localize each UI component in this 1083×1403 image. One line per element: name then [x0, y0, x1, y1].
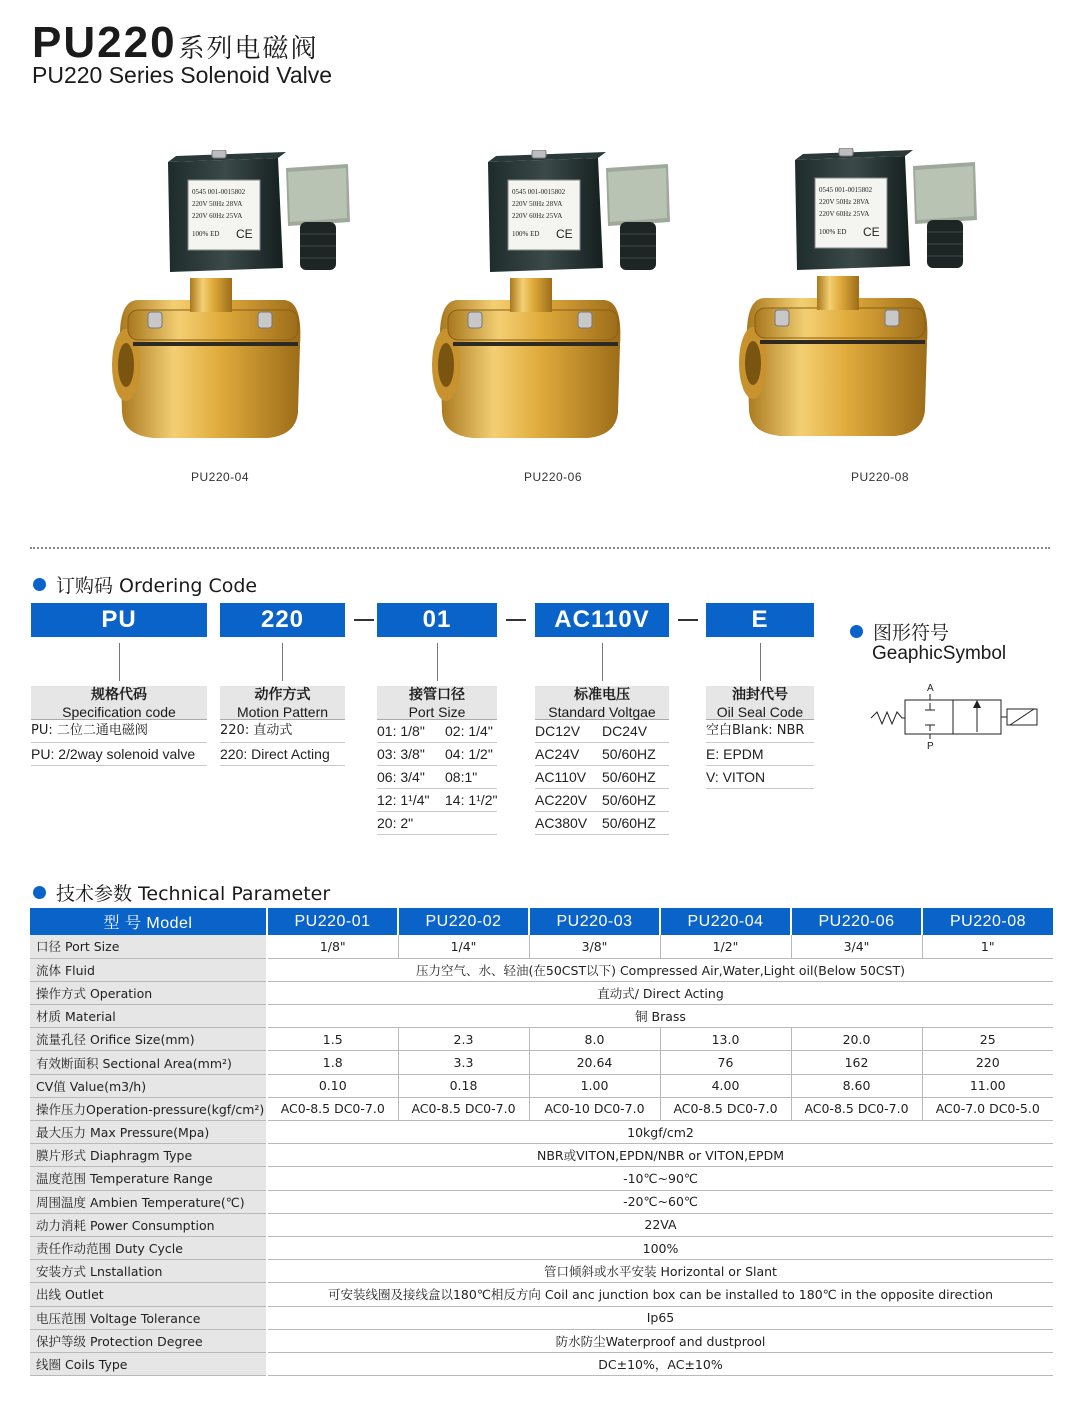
header-cn: 接管口径: [409, 687, 465, 703]
svg-text:0545 001-0015802: 0545 001-0015802: [819, 186, 873, 194]
header-en: Specification code: [62, 704, 176, 720]
table-row: [30, 1283, 1053, 1306]
row-label: 有效断面积 Sectional Area(mm²): [30, 1051, 267, 1074]
table-cell: 2.3: [398, 1028, 529, 1051]
row-label: 温度范围 Temperature Range: [30, 1167, 267, 1190]
table-cell: AC0-10 DC0-7.0: [529, 1097, 660, 1120]
column-header-model: 型 号 Model: [30, 908, 267, 935]
ordering-option: AC24V 50/60HZ: [535, 743, 669, 766]
table-cell: AC0-8.5 DC0-7.0: [660, 1097, 791, 1120]
table-cell-span: 可安装线圈及接线盒以180℃相反方向 Coil anc junction box can be installed to 180℃ in the opposite direction: [267, 1283, 1053, 1306]
row-label: 安装方式 Lnstallation: [30, 1260, 267, 1283]
row-label: 操作压力Operation-pressure(kgf/cm²): [30, 1097, 267, 1120]
table-cell-span: -20℃~60℃: [267, 1190, 1053, 1213]
technical-parameter-title: 技术参数 Technical Parameter: [33, 879, 330, 906]
graphic-symbol-title: 图形符号: [850, 618, 949, 645]
code-connector: [119, 643, 120, 681]
row-label: 保护等级 Protection Degree: [30, 1329, 267, 1352]
table-cell: AC0-8.5 DC0-7.0: [398, 1097, 529, 1120]
svg-text:220V 60Hz 25VA: 220V 60Hz 25VA: [819, 210, 870, 218]
table-row: [30, 1097, 1053, 1120]
table-cell-span: 直动式/ Direct Acting: [267, 981, 1053, 1004]
table-row: [30, 1074, 1053, 1097]
header-cn: 动作方式: [254, 687, 311, 703]
header-cn: 油封代号: [732, 687, 788, 703]
ordering-option: 12: 1¹/4" 14: 1¹/2": [377, 789, 497, 812]
table-cell: 1.8: [267, 1051, 398, 1074]
table-cell: 20.0: [791, 1028, 922, 1051]
svg-text:220V 60Hz 25VA: 220V 60Hz 25VA: [192, 212, 243, 220]
ordering-option: 03: 3/8" 04: 1/2": [377, 743, 497, 766]
header-en: Standard Voltgae: [548, 704, 656, 720]
ordering-option: 01: 1/8" 02: 1/4": [377, 720, 497, 743]
column-header-variant: PU220-06: [791, 908, 922, 935]
table-cell: 13.0: [660, 1028, 791, 1051]
table-row: [30, 1260, 1053, 1283]
code-box-seal: E: [706, 603, 814, 637]
table-cell-span: 铜 Brass: [267, 1005, 1053, 1028]
port-p-label: P: [927, 741, 934, 752]
table-row: [30, 1005, 1053, 1028]
table-cell-span: -10℃~90℃: [267, 1167, 1053, 1190]
product-image: [108, 150, 363, 450]
table-cell: 162: [791, 1051, 922, 1074]
table-cell: 25: [922, 1028, 1053, 1051]
svg-text:0545 001-0015802: 0545 001-0015802: [192, 188, 246, 196]
ordering-column: [377, 686, 497, 835]
table-cell: 3/4": [791, 935, 922, 958]
column-header-variant: PU220-08: [922, 908, 1053, 935]
brass-solenoid-valve-icon: [428, 150, 683, 450]
svg-text:0545 001-0015802: 0545 001-0015802: [512, 188, 566, 196]
ordering-column-header: [706, 686, 814, 720]
header-cn: 标准电压: [574, 687, 630, 703]
svg-text:CE: CE: [863, 225, 880, 239]
table-cell-span: 100%: [267, 1236, 1053, 1259]
ordering-option: DC12V DC24V: [535, 720, 669, 743]
table-cell: 0.10: [267, 1074, 398, 1097]
title-model: PU220: [32, 18, 177, 67]
code-box-spec: PU: [31, 603, 207, 637]
table-row: [30, 1028, 1053, 1051]
table-row: [30, 1190, 1053, 1213]
table-cell: 8.60: [791, 1074, 922, 1097]
svg-text:220V 60Hz 25VA: 220V 60Hz 25VA: [512, 212, 563, 220]
ordering-option: AC380V 50/60HZ: [535, 812, 669, 835]
table-cell: AC0-8.5 DC0-7.0: [791, 1097, 922, 1120]
code-connector: [282, 643, 283, 681]
bullet-icon: [850, 625, 863, 638]
table-cell-span: NBR或VITON,EPDN/NBR or VITON,EPDM: [267, 1144, 1053, 1167]
code-box-voltage: AC110V: [535, 603, 669, 637]
ordering-option: PU: 2/2way solenoid valve: [31, 743, 207, 766]
table-cell: 8.0: [529, 1028, 660, 1051]
svg-text:CE: CE: [556, 227, 573, 241]
ordering-option: 空白Blank: NBR: [706, 720, 814, 743]
table-cell: 76: [660, 1051, 791, 1074]
divider: [30, 547, 1050, 549]
code-box-port: 01: [377, 603, 497, 637]
table-row: [30, 1051, 1053, 1074]
table-row: [30, 1329, 1053, 1352]
svg-text:100% ED: 100% ED: [819, 228, 847, 236]
ordering-option: 06: 3/4" 08:1": [377, 766, 497, 789]
page-title: [32, 18, 319, 68]
table-row: [30, 1121, 1053, 1144]
ordering-option: AC110V 50/60HZ: [535, 766, 669, 789]
ordering-option: 220: 直动式: [220, 720, 345, 743]
code-connector: [602, 643, 603, 681]
column-header-variant: PU220-03: [529, 908, 660, 935]
row-label: 操作方式 Operation: [30, 981, 267, 1004]
row-label: 责任作动范围 Duty Cycle: [30, 1236, 267, 1259]
brass-solenoid-valve-icon: [108, 150, 363, 450]
row-label: 材质 Material: [30, 1005, 267, 1028]
row-label: 流量孔径 Orifice Size(mm): [30, 1028, 267, 1051]
page-subtitle: PU220 Series Solenoid Valve: [32, 62, 333, 88]
graphic-symbol-subtitle: GeaphicSymbol: [872, 643, 1007, 664]
row-label: 口径 Port Size: [30, 935, 267, 958]
row-label: 线圈 Coils Type: [30, 1352, 267, 1375]
ordering-column: [31, 686, 207, 766]
svg-text:220V 50Hz 28VA: 220V 50Hz 28VA: [512, 200, 563, 208]
code-connector: [760, 643, 761, 681]
ordering-column-header: [535, 686, 669, 720]
table-cell: 20.64: [529, 1051, 660, 1074]
table-cell: 220: [922, 1051, 1053, 1074]
table-cell: 1/2": [660, 935, 791, 958]
row-label: 流体 Fluid: [30, 958, 267, 981]
ordering-option: E: EPDM: [706, 743, 814, 766]
brass-solenoid-valve-icon: [735, 148, 990, 448]
table-cell-span: DC±10%，AC±10%: [267, 1352, 1053, 1375]
table-cell: 1.5: [267, 1028, 398, 1051]
table-cell-span: 压力空气、水、轻油(在50CST以下) Compressed Air,Water,Light oil(Below 50CST): [267, 958, 1053, 981]
table-cell: AC0-7.0 DC0-5.0: [922, 1097, 1053, 1120]
header-en: Motion Pattern: [236, 704, 329, 720]
ordering-option: PU: 二位二通电磁阀: [31, 720, 207, 743]
table-row: [30, 1144, 1053, 1167]
ordering-column: [220, 686, 345, 766]
header-en: Port Size: [408, 704, 466, 720]
product-image: [428, 150, 683, 450]
port-a-label: A: [927, 683, 934, 694]
code-box-motion: 220: [220, 603, 345, 637]
row-label: 最大压力 Max Pressure(Mpa): [30, 1121, 267, 1144]
ordering-column-header: [377, 686, 497, 720]
table-cell: AC0-8.5 DC0-7.0: [267, 1097, 398, 1120]
table-row: [30, 935, 1053, 958]
table-row: [30, 958, 1053, 981]
ordering-option: V: VITON: [706, 766, 814, 789]
ordering-code-title: 订购码 Ordering Code: [33, 571, 257, 598]
table-row: [30, 1213, 1053, 1236]
table-cell: 1/8": [267, 935, 398, 958]
bullet-icon: [33, 578, 46, 591]
ordering-column-header: [220, 686, 345, 720]
row-label: 电压范围 Voltage Tolerance: [30, 1306, 267, 1329]
bullet-icon: [33, 886, 46, 899]
table-cell-span: 管口倾斜或水平安装 Horizontal or Slant: [267, 1260, 1053, 1283]
row-label: 膜片形式 Diaphragm Type: [30, 1144, 267, 1167]
ordering-option: AC220V 50/60HZ: [535, 789, 669, 812]
row-label: CV值 Value(m3/h): [30, 1074, 267, 1097]
table-row: [30, 1306, 1053, 1329]
table-cell: 1/4": [398, 935, 529, 958]
table-cell: 4.00: [660, 1074, 791, 1097]
technical-parameter-table: [30, 908, 1053, 1376]
header-en: Oil Seal Code: [716, 704, 804, 720]
column-header-variant: PU220-01: [267, 908, 398, 935]
code-connector: [437, 643, 438, 681]
svg-text:100% ED: 100% ED: [192, 230, 220, 238]
code-dash: [506, 619, 526, 621]
row-label: 出线 Outlet: [30, 1283, 267, 1306]
ordering-option: 20: 2": [377, 812, 497, 835]
title-cn: 系列电磁阀: [178, 34, 319, 64]
product-label: PU220-04: [190, 470, 250, 484]
valve-symbol-icon: [865, 680, 1045, 755]
table-row: [30, 1236, 1053, 1259]
row-label: 动力消耗 Power Consumption: [30, 1213, 267, 1236]
svg-text:220V 50Hz 28VA: 220V 50Hz 28VA: [819, 198, 870, 206]
table-cell: 11.00: [922, 1074, 1053, 1097]
code-dash: [354, 619, 374, 621]
code-dash: [678, 619, 698, 621]
ordering-column: [706, 686, 814, 789]
table-row: [30, 1167, 1053, 1190]
product-label: PU220-06: [523, 470, 583, 484]
ordering-column-header: [31, 686, 207, 720]
table-cell-span: 22VA: [267, 1213, 1053, 1236]
table-cell-span: 防水防尘Waterproof and dustprool: [267, 1329, 1053, 1352]
svg-text:220V 50Hz 28VA: 220V 50Hz 28VA: [192, 200, 243, 208]
svg-text:100% ED: 100% ED: [512, 230, 540, 238]
header-cn: 规格代码: [91, 687, 147, 703]
table-cell-span: 10kgf/cm2: [267, 1121, 1053, 1144]
ordering-option: 220: Direct Acting: [220, 743, 345, 766]
row-label: 周围温度 Ambien Temperature(℃): [30, 1190, 267, 1213]
table-row: [30, 981, 1053, 1004]
ordering-column: [535, 686, 669, 835]
column-header-variant: PU220-02: [398, 908, 529, 935]
table-cell: 1": [922, 935, 1053, 958]
table-cell-span: Ip65: [267, 1306, 1053, 1329]
table-cell: 1.00: [529, 1074, 660, 1097]
table-cell: 0.18: [398, 1074, 529, 1097]
product-label: PU220-08: [850, 470, 910, 484]
product-image: [735, 148, 990, 448]
table-cell: 3.3: [398, 1051, 529, 1074]
table-cell: 3/8": [529, 935, 660, 958]
column-header-variant: PU220-04: [660, 908, 791, 935]
svg-text:CE: CE: [236, 227, 253, 241]
table-row: [30, 1352, 1053, 1375]
